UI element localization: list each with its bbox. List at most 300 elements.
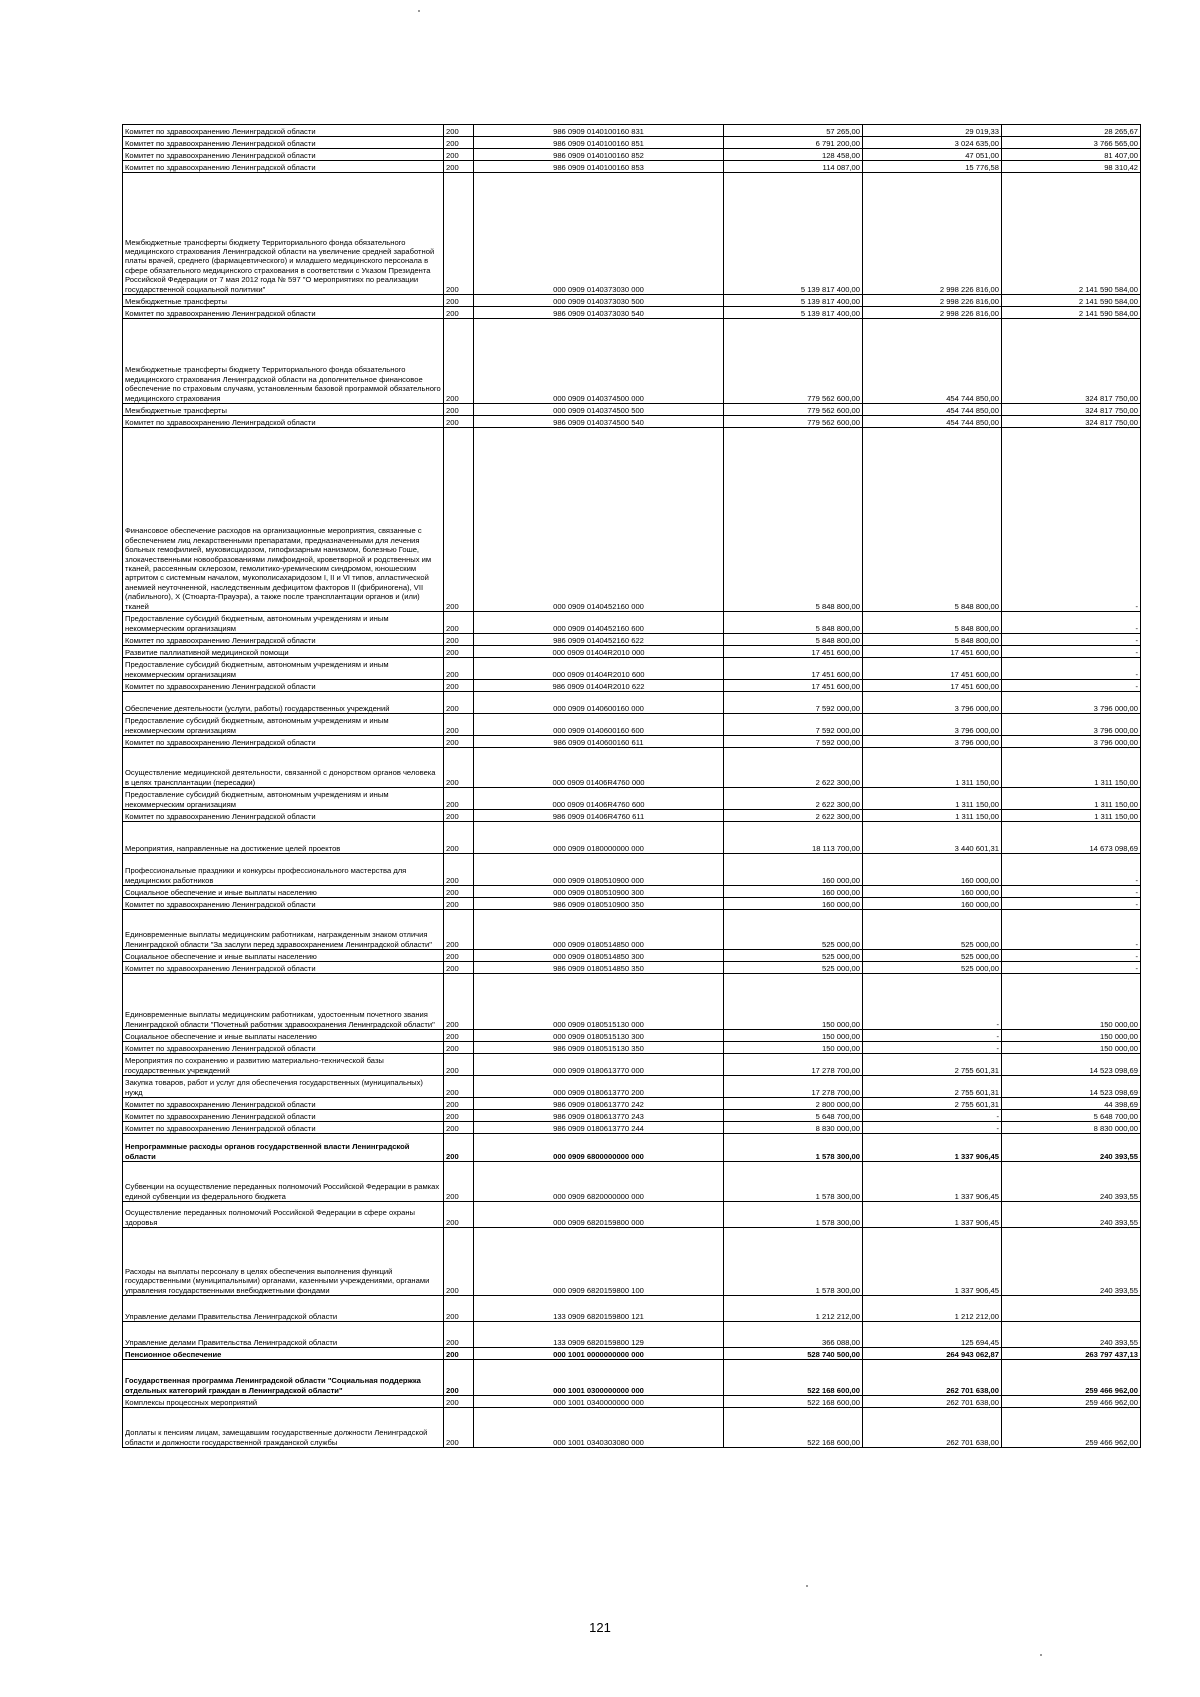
row-approved-amount-cell: 522 168 600,00: [724, 1396, 863, 1408]
row-remaining-amount-cell: 14 673 098,69: [1002, 822, 1141, 854]
row-remaining-amount-cell: 2 141 590 584,00: [1002, 173, 1141, 295]
row-classification-code-cell: 986 0909 0180510900 350: [474, 898, 724, 910]
scan-speck: [806, 1585, 808, 1587]
table-row: [123, 910, 1141, 950]
table-row: [123, 788, 1141, 810]
row-classification-code-cell: 986 0909 0180613770 243: [474, 1110, 724, 1122]
scan-speck: [1040, 1654, 1042, 1656]
row-executed-amount-cell: 160 000,00: [863, 854, 1002, 886]
row-name-cell: Непрограммные расходы органов государственной власти Ленинградской области: [123, 1134, 444, 1162]
row-name-cell: Обеспечение деятельности (услуги, работы) государственных учреждений: [123, 692, 444, 714]
table-row: [123, 1162, 1141, 1202]
row-classification-code-cell: 986 0909 0180515130 350: [474, 1042, 724, 1054]
row-name-cell: Комитет по здравоохранению Ленинградской области: [123, 810, 444, 822]
row-approved-amount-cell: 6 791 200,00: [724, 137, 863, 149]
row-executed-amount-cell: 454 744 850,00: [863, 404, 1002, 416]
row-remaining-amount-cell: -: [1002, 612, 1141, 634]
row-approved-amount-cell: 522 168 600,00: [724, 1408, 863, 1448]
row-classification-code-cell: 000 0909 0180510900 300: [474, 886, 724, 898]
row-name-cell: Межбюджетные трансферты бюджету Территориального фонда обязательного медицинского страхования Ленинградской области на увеличение средней заработной платы врачей, среднего (фармацевтического) и младшего медицинского персонала в сфере обязательного медицинского страхования в соответствии с Указом Президента Российской Федерации от 7 мая 2012 года № 597 "О мероприятиях по реализации государственной социальной политики": [123, 173, 444, 295]
row-name-cell: Межбюджетные трансферты бюджету Территориального фонда обязательного медицинского страхования Ленинградской области на дополнительное финансовое обеспечение по страховым случаям, установленным базовой программой обязательного медицинского страхования: [123, 319, 444, 404]
row-code-cell: 200: [444, 404, 474, 416]
row-executed-amount-cell: 29 019,33: [863, 125, 1002, 137]
row-classification-code-cell: 000 0909 01404R2010 600: [474, 658, 724, 680]
row-name-cell: Финансовое обеспечение расходов на организационные мероприятия, связанные с обеспечением лиц лекарственными препаратами, предназначенными для лечения больных гемофилией, муковисцидозом, гипофизарным нанизмом, болезнью Гоше, злокачественными новообразованиями лимфоидной, кроветворной и родственных им тканей, рассеянным склерозом, гемолитико-уремическим синдромом, юношеским артритом с системным началом, мукополисахаридозом I, II и VI типов, апластической анемией неуточненной, наследственным дефицитом факторов II (фибриногена), VII (лабильного), X (Стюарта-Прауэра), а также после трансплантации органов и (или) тканей: [123, 428, 444, 612]
scan-speck: [418, 10, 420, 12]
budget-table-body: [123, 125, 1141, 1448]
row-classification-code-cell: 000 0909 6800000000 000: [474, 1134, 724, 1162]
row-name-cell: Мероприятия, направленные на достижение целей проектов: [123, 822, 444, 854]
row-classification-code-cell: 000 1001 0000000000 000: [474, 1348, 724, 1360]
row-classification-code-cell: 000 0909 0180515130 300: [474, 1030, 724, 1042]
table-row: [123, 962, 1141, 974]
row-executed-amount-cell: 2 998 226 816,00: [863, 173, 1002, 295]
table-row: [123, 1322, 1141, 1348]
row-name-cell: Осуществление переданных полномочий Российской Федерации в сфере охраны здоровья: [123, 1202, 444, 1228]
table-row: [123, 1098, 1141, 1110]
row-remaining-amount-cell: 1 311 150,00: [1002, 810, 1141, 822]
row-approved-amount-cell: 5 848 800,00: [724, 634, 863, 646]
row-approved-amount-cell: 2 800 000,00: [724, 1098, 863, 1110]
row-executed-amount-cell: 17 451 600,00: [863, 646, 1002, 658]
row-remaining-amount-cell: 3 796 000,00: [1002, 692, 1141, 714]
row-code-cell: 200: [444, 1296, 474, 1322]
row-code-cell: 200: [444, 1122, 474, 1134]
row-code-cell: 200: [444, 748, 474, 788]
row-classification-code-cell: 986 0909 0180613770 242: [474, 1098, 724, 1110]
budget-table: [122, 124, 1141, 1448]
row-approved-amount-cell: 1 578 300,00: [724, 1202, 863, 1228]
table-row: [123, 1360, 1141, 1396]
row-name-cell: Межбюджетные трансферты: [123, 404, 444, 416]
row-approved-amount-cell: 525 000,00: [724, 962, 863, 974]
row-name-cell: Комитет по здравоохранению Ленинградской области: [123, 1110, 444, 1122]
row-classification-code-cell: 000 0909 0140374500 500: [474, 404, 724, 416]
row-remaining-amount-cell: -: [1002, 680, 1141, 692]
row-approved-amount-cell: 128 458,00: [724, 149, 863, 161]
row-code-cell: 200: [444, 680, 474, 692]
row-executed-amount-cell: 2 755 601,31: [863, 1054, 1002, 1076]
row-executed-amount-cell: 2 998 226 816,00: [863, 295, 1002, 307]
row-classification-code-cell: 000 0909 0180514850 300: [474, 950, 724, 962]
row-name-cell: Государственная программа Ленинградской области "Социальная поддержка отдельных категорий граждан в Ленинградской области": [123, 1360, 444, 1396]
row-approved-amount-cell: 150 000,00: [724, 1030, 863, 1042]
row-code-cell: 200: [444, 854, 474, 886]
row-approved-amount-cell: 160 000,00: [724, 886, 863, 898]
row-approved-amount-cell: 1 578 300,00: [724, 1134, 863, 1162]
row-name-cell: Мероприятия по сохранению и развитию материально-технической базы государственных учреждений: [123, 1054, 444, 1076]
table-row: [123, 854, 1141, 886]
row-approved-amount-cell: 8 830 000,00: [724, 1122, 863, 1134]
row-executed-amount-cell: -: [863, 1110, 1002, 1122]
row-executed-amount-cell: 3 796 000,00: [863, 736, 1002, 748]
row-approved-amount-cell: 2 622 300,00: [724, 788, 863, 810]
row-remaining-amount-cell: 240 393,55: [1002, 1322, 1141, 1348]
row-executed-amount-cell: -: [863, 1122, 1002, 1134]
row-classification-code-cell: 000 0909 01406R4760 600: [474, 788, 724, 810]
row-remaining-amount-cell: 240 393,55: [1002, 1162, 1141, 1202]
row-approved-amount-cell: 17 278 700,00: [724, 1076, 863, 1098]
row-code-cell: 200: [444, 428, 474, 612]
row-remaining-amount-cell: 3 796 000,00: [1002, 714, 1141, 736]
row-name-cell: Комитет по здравоохранению Ленинградской области: [123, 1042, 444, 1054]
page-number: 121: [589, 1620, 611, 1635]
row-remaining-amount-cell: -: [1002, 658, 1141, 680]
table-row: [123, 149, 1141, 161]
row-classification-code-cell: 000 0909 0140600160 000: [474, 692, 724, 714]
row-remaining-amount-cell: 1 311 150,00: [1002, 748, 1141, 788]
row-approved-amount-cell: 779 562 600,00: [724, 404, 863, 416]
row-executed-amount-cell: 17 451 600,00: [863, 680, 1002, 692]
row-remaining-amount-cell: 8 830 000,00: [1002, 1122, 1141, 1134]
table-row: [123, 1228, 1141, 1296]
row-code-cell: 200: [444, 1110, 474, 1122]
row-approved-amount-cell: 1 212 212,00: [724, 1296, 863, 1322]
row-name-cell: Комитет по здравоохранению Ленинградской области: [123, 137, 444, 149]
row-name-cell: Межбюджетные трансферты: [123, 295, 444, 307]
row-approved-amount-cell: 57 265,00: [724, 125, 863, 137]
table-row: [123, 634, 1141, 646]
row-approved-amount-cell: 525 000,00: [724, 910, 863, 950]
row-classification-code-cell: 000 0909 6820159800 000: [474, 1202, 724, 1228]
row-classification-code-cell: 000 0909 0140600160 600: [474, 714, 724, 736]
row-code-cell: 200: [444, 149, 474, 161]
row-approved-amount-cell: 160 000,00: [724, 898, 863, 910]
table-row: [123, 1296, 1141, 1322]
row-executed-amount-cell: 454 744 850,00: [863, 319, 1002, 404]
table-row: [123, 692, 1141, 714]
row-name-cell: Комитет по здравоохранению Ленинградской области: [123, 1122, 444, 1134]
row-classification-code-cell: 986 0909 0140100160 852: [474, 149, 724, 161]
row-name-cell: Единовременные выплаты медицинским работникам, награжденным знаком отличия Ленинградской области "За заслуги перед здравоохранением Ленинградской области": [123, 910, 444, 950]
row-remaining-amount-cell: 259 466 962,00: [1002, 1408, 1141, 1448]
table-row: [123, 898, 1141, 910]
row-classification-code-cell: 986 0909 0140452160 622: [474, 634, 724, 646]
row-approved-amount-cell: 779 562 600,00: [724, 319, 863, 404]
row-approved-amount-cell: 522 168 600,00: [724, 1360, 863, 1396]
row-remaining-amount-cell: 2 141 590 584,00: [1002, 295, 1141, 307]
row-name-cell: Комитет по здравоохранению Ленинградской области: [123, 1098, 444, 1110]
row-classification-code-cell: 986 0909 0180514850 350: [474, 962, 724, 974]
table-row: [123, 886, 1141, 898]
row-remaining-amount-cell: [1002, 1296, 1141, 1322]
row-executed-amount-cell: 2 755 601,31: [863, 1076, 1002, 1098]
row-executed-amount-cell: 525 000,00: [863, 950, 1002, 962]
row-executed-amount-cell: 262 701 638,00: [863, 1396, 1002, 1408]
row-code-cell: 200: [444, 161, 474, 173]
row-approved-amount-cell: 366 088,00: [724, 1322, 863, 1348]
row-approved-amount-cell: 5 139 817 400,00: [724, 173, 863, 295]
row-remaining-amount-cell: 324 817 750,00: [1002, 404, 1141, 416]
row-classification-code-cell: 000 0909 0180514850 000: [474, 910, 724, 950]
row-remaining-amount-cell: 14 523 098,69: [1002, 1054, 1141, 1076]
row-remaining-amount-cell: -: [1002, 646, 1141, 658]
row-approved-amount-cell: 5 648 700,00: [724, 1110, 863, 1122]
row-name-cell: Комитет по здравоохранению Ленинградской области: [123, 898, 444, 910]
row-executed-amount-cell: 525 000,00: [863, 910, 1002, 950]
row-code-cell: 200: [444, 1162, 474, 1202]
row-executed-amount-cell: 262 701 638,00: [863, 1408, 1002, 1448]
row-code-cell: 200: [444, 1360, 474, 1396]
row-remaining-amount-cell: 3 766 565,00: [1002, 137, 1141, 149]
row-name-cell: Предоставление субсидий бюджетным, автономным учреждениям и иным некоммерческим организациям: [123, 714, 444, 736]
row-classification-code-cell: 000 1001 0340000000 000: [474, 1396, 724, 1408]
row-name-cell: Комитет по здравоохранению Ленинградской области: [123, 736, 444, 748]
row-classification-code-cell: 000 0909 0140373030 000: [474, 173, 724, 295]
row-executed-amount-cell: 47 051,00: [863, 149, 1002, 161]
table-row: [123, 822, 1141, 854]
row-approved-amount-cell: 160 000,00: [724, 854, 863, 886]
row-code-cell: 200: [444, 1054, 474, 1076]
row-name-cell: Комитет по здравоохранению Ленинградской области: [123, 680, 444, 692]
row-approved-amount-cell: 7 592 000,00: [724, 736, 863, 748]
table-row: [123, 680, 1141, 692]
row-approved-amount-cell: 5 848 800,00: [724, 612, 863, 634]
table-row: [123, 1408, 1141, 1448]
table-row: [123, 1030, 1141, 1042]
row-executed-amount-cell: 3 440 601,31: [863, 822, 1002, 854]
row-remaining-amount-cell: 150 000,00: [1002, 1042, 1141, 1054]
row-executed-amount-cell: 1 311 150,00: [863, 810, 1002, 822]
row-classification-code-cell: 000 0909 0180510900 000: [474, 854, 724, 886]
table-row: [123, 1054, 1141, 1076]
row-remaining-amount-cell: 5 648 700,00: [1002, 1110, 1141, 1122]
row-code-cell: 200: [444, 1348, 474, 1360]
row-name-cell: Предоставление субсидий бюджетным, автономным учреждениям и иным некоммерческим организациям: [123, 658, 444, 680]
row-approved-amount-cell: 525 000,00: [724, 950, 863, 962]
row-code-cell: 200: [444, 307, 474, 319]
row-name-cell: Расходы на выплаты персоналу в целях обеспечения выполнения функций государственными (муниципальными) органами, казенными учреждениями, органами управления государственными внебюджетными фондами: [123, 1228, 444, 1296]
row-name-cell: Управление делами Правительства Ленинградской области: [123, 1296, 444, 1322]
row-classification-code-cell: 133 0909 6820159800 129: [474, 1322, 724, 1348]
row-remaining-amount-cell: 44 398,69: [1002, 1098, 1141, 1110]
row-executed-amount-cell: 1 337 906,45: [863, 1202, 1002, 1228]
row-name-cell: Управление делами Правительства Ленинградской области: [123, 1322, 444, 1348]
row-code-cell: 200: [444, 788, 474, 810]
row-classification-code-cell: 986 0909 01404R2010 622: [474, 680, 724, 692]
row-classification-code-cell: 000 0909 0180000000 000: [474, 822, 724, 854]
row-classification-code-cell: 000 0909 0140374500 000: [474, 319, 724, 404]
row-approved-amount-cell: 1 578 300,00: [724, 1162, 863, 1202]
row-classification-code-cell: 000 0909 0140452160 600: [474, 612, 724, 634]
budget-sheet: [122, 124, 1140, 1448]
row-classification-code-cell: 000 0909 6820000000 000: [474, 1162, 724, 1202]
row-approved-amount-cell: 779 562 600,00: [724, 416, 863, 428]
table-row: [123, 748, 1141, 788]
row-remaining-amount-cell: -: [1002, 910, 1141, 950]
row-code-cell: 200: [444, 1076, 474, 1098]
row-executed-amount-cell: 525 000,00: [863, 962, 1002, 974]
table-row: [123, 319, 1141, 404]
table-row: [123, 1348, 1141, 1360]
row-executed-amount-cell: 5 848 800,00: [863, 428, 1002, 612]
row-name-cell: Социальное обеспечение и иные выплаты населению: [123, 1030, 444, 1042]
row-classification-code-cell: 986 0909 0140100160 831: [474, 125, 724, 137]
row-executed-amount-cell: 1 311 150,00: [863, 748, 1002, 788]
row-approved-amount-cell: 5 139 817 400,00: [724, 295, 863, 307]
row-remaining-amount-cell: 14 523 098,69: [1002, 1076, 1141, 1098]
row-remaining-amount-cell: 240 393,55: [1002, 1202, 1141, 1228]
row-code-cell: 200: [444, 898, 474, 910]
row-approved-amount-cell: 5 139 817 400,00: [724, 307, 863, 319]
table-row: [123, 1076, 1141, 1098]
table-row: [123, 428, 1141, 612]
row-classification-code-cell: 000 0909 0180613770 200: [474, 1076, 724, 1098]
row-code-cell: 200: [444, 137, 474, 149]
row-name-cell: Комитет по здравоохранению Ленинградской области: [123, 125, 444, 137]
row-name-cell: Предоставление субсидий бюджетным, автономным учреждениям и иным некоммерческим организациям: [123, 612, 444, 634]
row-approved-amount-cell: 150 000,00: [724, 974, 863, 1030]
row-remaining-amount-cell: -: [1002, 634, 1141, 646]
row-classification-code-cell: 986 0909 0140100160 851: [474, 137, 724, 149]
row-remaining-amount-cell: 28 265,67: [1002, 125, 1141, 137]
row-approved-amount-cell: 7 592 000,00: [724, 714, 863, 736]
row-remaining-amount-cell: -: [1002, 898, 1141, 910]
row-code-cell: 200: [444, 714, 474, 736]
table-row: [123, 1396, 1141, 1408]
table-row: [123, 1134, 1141, 1162]
table-row: [123, 612, 1141, 634]
row-code-cell: 200: [444, 692, 474, 714]
row-classification-code-cell: 986 0909 0140600160 611: [474, 736, 724, 748]
row-executed-amount-cell: 264 943 062,87: [863, 1348, 1002, 1360]
row-executed-amount-cell: 125 694,45: [863, 1322, 1002, 1348]
row-executed-amount-cell: 160 000,00: [863, 886, 1002, 898]
row-name-cell: Комитет по здравоохранению Ленинградской области: [123, 416, 444, 428]
row-name-cell: Пенсионное обеспечение: [123, 1348, 444, 1360]
row-executed-amount-cell: 17 451 600,00: [863, 658, 1002, 680]
row-remaining-amount-cell: 81 407,00: [1002, 149, 1141, 161]
table-row: [123, 416, 1141, 428]
row-code-cell: 200: [444, 810, 474, 822]
row-name-cell: Комитет по здравоохранению Ленинградской области: [123, 149, 444, 161]
table-row: [123, 307, 1141, 319]
row-executed-amount-cell: 3 796 000,00: [863, 714, 1002, 736]
row-executed-amount-cell: 5 848 800,00: [863, 612, 1002, 634]
row-name-cell: Комитет по здравоохранению Ленинградской области: [123, 962, 444, 974]
row-executed-amount-cell: 2 998 226 816,00: [863, 307, 1002, 319]
row-classification-code-cell: 986 0909 0140374500 540: [474, 416, 724, 428]
row-remaining-amount-cell: 2 141 590 584,00: [1002, 307, 1141, 319]
row-classification-code-cell: 000 1001 0300000000 000: [474, 1360, 724, 1396]
table-row: [123, 404, 1141, 416]
row-name-cell: Комитет по здравоохранению Ленинградской области: [123, 307, 444, 319]
row-approved-amount-cell: 17 278 700,00: [724, 1054, 863, 1076]
table-row: [123, 1110, 1141, 1122]
row-remaining-amount-cell: 324 817 750,00: [1002, 416, 1141, 428]
row-code-cell: 200: [444, 822, 474, 854]
row-remaining-amount-cell: 1 311 150,00: [1002, 788, 1141, 810]
row-name-cell: Единовременные выплаты медицинским работникам, удостоенным почетного звания Ленинградской области "Почетный работник здравоохранения Ленинградской области": [123, 974, 444, 1030]
row-name-cell: Субвенции на осуществление переданных полномочий Российской Федерации в рамках единой субвенции из федерального бюджета: [123, 1162, 444, 1202]
row-approved-amount-cell: 528 740 500,00: [724, 1348, 863, 1360]
table-row: [123, 646, 1141, 658]
table-row: [123, 1122, 1141, 1134]
row-name-cell: Социальное обеспечение и иные выплаты населению: [123, 950, 444, 962]
table-row: [123, 714, 1141, 736]
row-name-cell: Комитет по здравоохранению Ленинградской области: [123, 634, 444, 646]
row-code-cell: 200: [444, 658, 474, 680]
row-executed-amount-cell: 1 212 212,00: [863, 1296, 1002, 1322]
row-name-cell: Осуществление медицинской деятельности, связанной с донорством органов человека в целях трансплантации (пересадки): [123, 748, 444, 788]
row-code-cell: 200: [444, 950, 474, 962]
row-code-cell: 200: [444, 974, 474, 1030]
row-name-cell: Развитие паллиативной медицинской помощи: [123, 646, 444, 658]
table-row: [123, 1202, 1141, 1228]
row-approved-amount-cell: 17 451 600,00: [724, 646, 863, 658]
row-remaining-amount-cell: 240 393,55: [1002, 1134, 1141, 1162]
table-row: [123, 137, 1141, 149]
row-name-cell: Профессиональные праздники и конкурсы профессионального мастерства для медицинских работников: [123, 854, 444, 886]
row-classification-code-cell: 986 0909 0180613770 244: [474, 1122, 724, 1134]
table-row: [123, 736, 1141, 748]
row-name-cell: Комитет по здравоохранению Ленинградской области: [123, 161, 444, 173]
row-classification-code-cell: 000 0909 0180613770 000: [474, 1054, 724, 1076]
row-approved-amount-cell: 17 451 600,00: [724, 658, 863, 680]
row-classification-code-cell: 000 0909 6820159800 100: [474, 1228, 724, 1296]
table-row: [123, 810, 1141, 822]
row-approved-amount-cell: 2 622 300,00: [724, 810, 863, 822]
row-name-cell: Социальное обеспечение и иные выплаты населению: [123, 886, 444, 898]
row-remaining-amount-cell: 98 310,42: [1002, 161, 1141, 173]
row-approved-amount-cell: 18 113 700,00: [724, 822, 863, 854]
row-code-cell: 200: [444, 319, 474, 404]
row-code-cell: 200: [444, 1228, 474, 1296]
row-executed-amount-cell: -: [863, 974, 1002, 1030]
row-executed-amount-cell: 1 311 150,00: [863, 788, 1002, 810]
row-code-cell: 200: [444, 1408, 474, 1448]
row-classification-code-cell: 000 1001 0340303080 000: [474, 1408, 724, 1448]
row-code-cell: 200: [444, 295, 474, 307]
row-executed-amount-cell: 1 337 906,45: [863, 1228, 1002, 1296]
row-code-cell: 200: [444, 1030, 474, 1042]
row-executed-amount-cell: 3 024 635,00: [863, 137, 1002, 149]
row-executed-amount-cell: -: [863, 1042, 1002, 1054]
row-remaining-amount-cell: -: [1002, 962, 1141, 974]
row-executed-amount-cell: 15 776,58: [863, 161, 1002, 173]
table-row: [123, 974, 1141, 1030]
row-classification-code-cell: 000 0909 0140373030 500: [474, 295, 724, 307]
row-name-cell: Комплексы процессных мероприятий: [123, 1396, 444, 1408]
row-executed-amount-cell: 1 337 906,45: [863, 1162, 1002, 1202]
row-approved-amount-cell: 150 000,00: [724, 1042, 863, 1054]
table-row: [123, 950, 1141, 962]
row-remaining-amount-cell: 150 000,00: [1002, 974, 1141, 1030]
table-row: [123, 161, 1141, 173]
row-code-cell: 200: [444, 1134, 474, 1162]
row-remaining-amount-cell: 259 466 962,00: [1002, 1396, 1141, 1408]
row-classification-code-cell: 986 0909 0140100160 853: [474, 161, 724, 173]
table-row: [123, 1042, 1141, 1054]
row-code-cell: 200: [444, 634, 474, 646]
row-code-cell: 200: [444, 612, 474, 634]
row-classification-code-cell: 133 0909 6820159800 121: [474, 1296, 724, 1322]
row-code-cell: 200: [444, 1322, 474, 1348]
row-code-cell: 200: [444, 173, 474, 295]
row-remaining-amount-cell: 240 393,55: [1002, 1228, 1141, 1296]
row-code-cell: 200: [444, 416, 474, 428]
row-remaining-amount-cell: 324 817 750,00: [1002, 319, 1141, 404]
row-remaining-amount-cell: -: [1002, 854, 1141, 886]
row-code-cell: 200: [444, 910, 474, 950]
row-code-cell: 200: [444, 1396, 474, 1408]
row-classification-code-cell: 986 0909 0140373030 540: [474, 307, 724, 319]
row-approved-amount-cell: 1 578 300,00: [724, 1228, 863, 1296]
row-classification-code-cell: 986 0909 01406R4760 611: [474, 810, 724, 822]
row-classification-code-cell: 000 0909 0180515130 000: [474, 974, 724, 1030]
row-remaining-amount-cell: -: [1002, 950, 1141, 962]
row-executed-amount-cell: 3 796 000,00: [863, 692, 1002, 714]
